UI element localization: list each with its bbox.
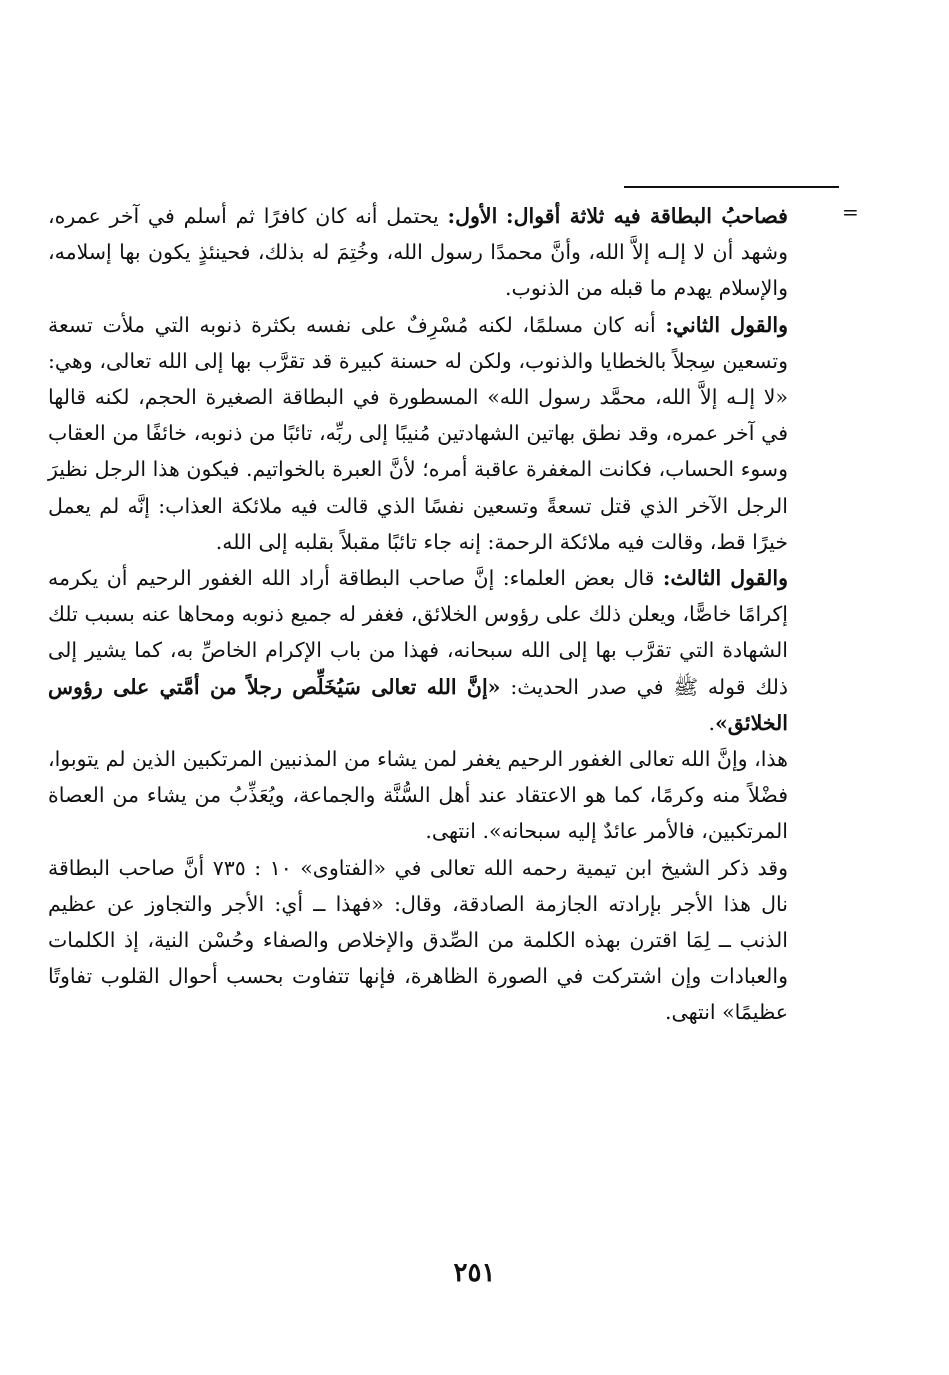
footnote-text (48, 198, 788, 1031)
hadith-quote: «إنَّ الله تعالى سَيُخَلِّص رجلاً من أمَّتي على رؤوس الخلائق» (48, 674, 788, 735)
paragraph-lead: والقول الثاني: (665, 312, 788, 337)
paragraph-body: قال بعض العلماء: إنَّ صاحب البطاقة أراد الله الغفور الرحيم أن يكرمه إكرامًا خاصًّا، ويعلن ذلك على رؤوس الخلائق، فغفر له جميع ذنوبه ومحاها عنه بسبب تلك الشهادة التي تقرَّب بها إلى الله سبحانه، فهذا من باب الإكرام الخاصِّ به، كما يشير إلى ذلك قوله ﷺ في صدر الحديث: (48, 566, 788, 699)
footnote-paragraph-5 (48, 850, 788, 1031)
paragraph-body: أنه كان مسلمًا، لكنه مُسْرِفٌ على نفسه بكثرة ذنوبه التي ملأت تسعة وتسعين سِجلاً بالخطايا والذنوب، ولكن له حسنة كبيرة قد تقرَّب بها إلى الله تعالى، وهي: «لا إلـه إلاَّ الله، محمَّد رسول الله» المسطورة في البطاقة الصغيرة الحجم، لكنه قالها في آخر عمره، وقد نطق بهاتين الشهادتين مُنيبًا إلى ربِّه، تائبًا من ذنوبه، خائفًا من العقاب وسوء الحساب، فكانت المغفرة عاقبة أمره؛ لأنَّ العبرة بالخواتيم. فيكون هذا الرجل نظيرَ الرجل الآخر الذي قتل تسعةً وتسعين نفسًا الذي قالت فيه ملائكة العذاب: إنَّه لم يعمل خيرًا قط، وقالت فيه ملائكة الرحمة: إنه جاء تائبًا مقبلاً بقلبه إلى الله. (48, 312, 788, 554)
paragraph-lead: والقول الثالث: (662, 566, 788, 591)
footnote-paragraph-1 (48, 198, 788, 307)
footnote-paragraph-4 (48, 741, 788, 850)
footnote-continuation-mark: = (842, 200, 859, 224)
paragraph-lead: فصاحبُ البطاقة فيه ثلاثة أقوال: (506, 204, 788, 228)
paragraph-body: يحتمل أنه كان كافرًا ثم أسلم في آخر عمره، وشهد أن لا إلـه إلاَّ الله، وأنَّ محمدًا رسول الله، وخُتِمَ له بذلك، فحينئذٍ يكون بها إسلامه، والإسلام يهدم ما قبله من الذنوب. (48, 204, 788, 301)
footnote-separator-rule (624, 186, 839, 188)
page-number: ٢٥١ (453, 1258, 496, 1288)
paragraph-body: هذا، وإنَّ الله تعالى الغفور الرحيم يغفر لمن يشاء من المذنبين المرتكبين الذين لم يتوبوا، فضْلاً منه وكرمًا، كما هو الاعتقاد عند أهل السُّنَّة والجماعة، ويُعَذِّبُ من يشاء من العصاة المرتكبين، فالأمر عائدٌ إليه سبحانه». انتهى. (48, 747, 788, 844)
paragraph-body: وقد ذكر الشيخ ابن تيمية رحمه الله تعالى في «الفتاوى» ١٠ : ٧٣٥ أنَّ صاحب البطاقة نال هذا الأجر بإرادته الجازمة الصادقة، وقال: «فهذا ــ أي: الأجر والتجاوز عن عظيم الذنب ــ لِمَا اقترن بهذه الكلمة من الصِّدق والإخلاص والصفاء وحُسْن النية، إذ الكلمات والعبادات وإن اشتركت في الصورة الظاهرة، فإنها تتفاوت بحسب أحوال القلوب تفاوتًا عظيمًا» انتهى. (48, 855, 788, 1025)
paragraph-tail: . (708, 710, 715, 735)
paragraph-lead-first-opinion: الأول: (447, 204, 498, 228)
footnote-paragraph-3 (48, 560, 788, 741)
footnote-paragraph-2 (48, 307, 788, 560)
